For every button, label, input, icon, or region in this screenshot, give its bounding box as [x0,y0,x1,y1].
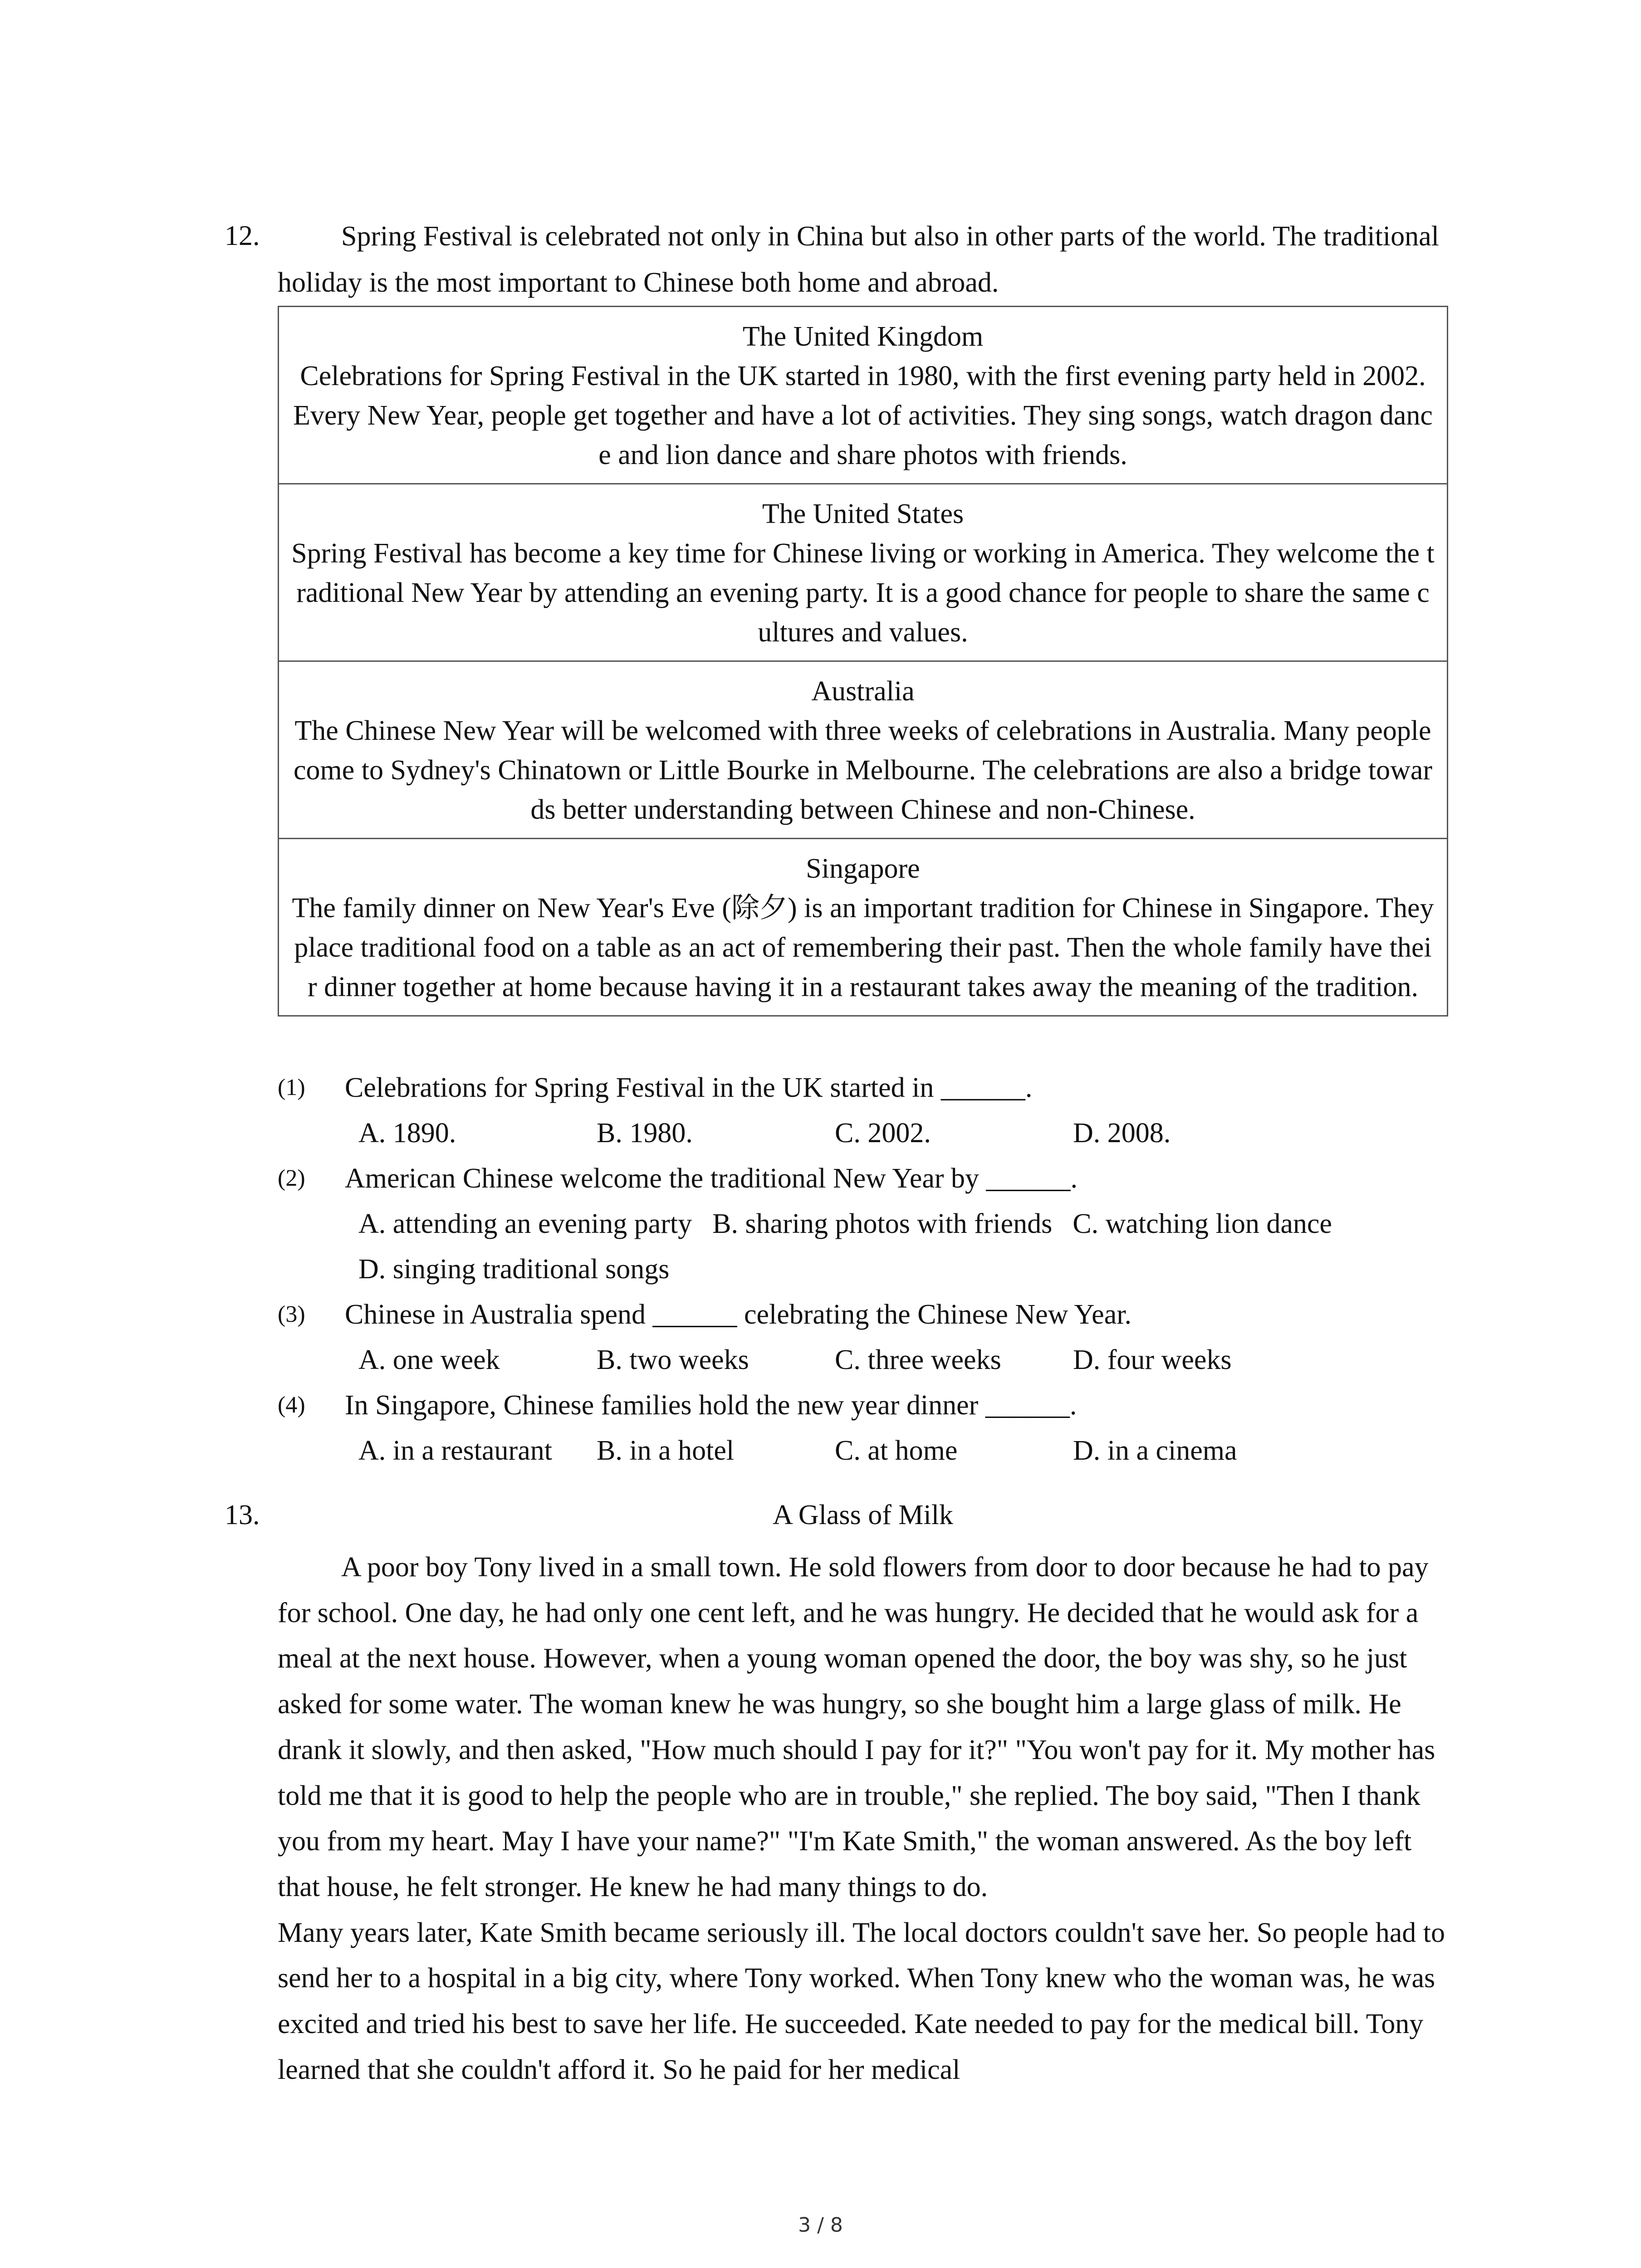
sub-question-number: (2) [278,1165,305,1191]
option-b[interactable]: B. two weeks [597,1344,749,1375]
options-3 [358,1337,1311,1383]
sub-question-stem: Chinese in Australia spend ______ celebrating the Chinese New Year. [345,1299,1132,1330]
sub-question-number: (1) [278,1075,305,1100]
row-text: The family dinner on New Year's Eve (除夕) is an important tradition for Chinese in Singapore. They place traditional food on a table as an act of remembering their past. Then the whole family have their dinner together at home because having it in a restaurant takes away the meaning of the tradition. [292,893,1434,1002]
options-1 [358,1110,1311,1156]
table-row-us [279,483,1447,660]
story-paragraph-2: Many years later, Kate Smith became seriously ill. The local doctors couldn't save her. So people had to send her to a hospital in a big city, where Tony worked. When Tony knew who the woman was, he was excited and tried his best to save her life. He succeeded. Kate needed to pay for the medical bill. Tony learned that she couldn't afford it. So he paid for her medical [278,1917,1445,2085]
festival-table [278,306,1448,1017]
option-d[interactable]: D. four weeks [1073,1344,1232,1375]
option-b[interactable]: B. in a hotel [597,1435,735,1466]
question-12-intro: Spring Festival is celebrated not only in China but also in other parts of the world. The traditional holiday is the most important to Chinese both home and abroad. [278,221,1439,298]
question-13-number: 13. [225,1500,260,1530]
question-12-number: 12. [225,220,260,251]
row-text: Spring Festival has become a key time for Chinese living or working in America. They welcome the traditional New Year by attending an evening party. It is a good chance for people to share the same cultures and values. [291,538,1435,648]
sub-question-stem: American Chinese welcome the traditional New Year by ______. [345,1163,1078,1194]
row-title: Australia [811,676,915,707]
story-paragraph-1: A poor boy Tony lived in a small town. He sold flowers from door to door because he had to pay for school. One day, he had only one cent left, and he was hungry. He decided that he would ask for a meal at the next house. However, when a young woman opened the door, the boy was shy, so he just asked for some water. The woman knew he was hungry, so she bought him a large glass of milk. He drank it slowly, and then asked, "How much should I pay for it?" "You won't pay for it. My mother has told me that it is good to help the people who are in trouble," she replied. The boy said, "Then I thank you from my heart. May I have your name?" "I'm Kate Smith," the woman answered. As the boy left that house, he felt stronger. He knew he had many things to do. [278,1552,1435,1902]
sub-question-number: (4) [278,1392,305,1418]
option-b[interactable]: B. sharing photos with friends [712,1208,1053,1239]
table-row-uk [279,307,1447,483]
option-d[interactable]: D. singing traditional songs [358,1254,670,1285]
row-title: The United States [762,499,964,529]
option-c[interactable]: C. 2002. [835,1118,931,1149]
sub-question-number: (3) [278,1301,305,1327]
options-2 [358,1201,1332,1246]
option-c[interactable]: C. three weeks [835,1344,1001,1375]
row-title: Singapore [806,853,920,884]
story-title: A Glass of Milk [773,1500,953,1530]
story-text [278,1545,1457,2092]
option-a[interactable]: A. 1890. [358,1118,456,1149]
option-d[interactable]: D. 2008. [1073,1118,1171,1149]
options-4 [358,1428,1311,1473]
row-text: Celebrations for Spring Festival in the UK started in 1980, with the first evening party held in 2002. Every New Year, people get together and have a lot of activities. They sing songs, watch dragon dance and lion dance and share photos with friends. [293,361,1433,470]
option-d[interactable]: D. in a cinema [1073,1435,1237,1466]
option-a[interactable]: A. attending an evening party [358,1208,692,1239]
option-b[interactable]: B. 1980. [597,1118,693,1149]
page-number: 3 / 8 [798,2214,843,2237]
option-c[interactable]: C. watching lion dance [1073,1208,1332,1239]
row-title: The United Kingdom [742,321,984,352]
table-row-australia [279,660,1447,838]
sub-question-stem: Celebrations for Spring Festival in the UK started in ______. [345,1072,1033,1103]
sub-question-stem: In Singapore, Chinese families hold the new year dinner ______. [345,1390,1077,1421]
row-text: The Chinese New Year will be welcomed with three weeks of celebrations in Australia. Many people come to Sydney's Chinatown or Little Bourke in Melbourne. The celebrations are also a bridge towards better understanding between Chinese and non-Chinese. [293,715,1433,825]
table-row-singapore [279,838,1447,1015]
option-c[interactable]: C. at home [835,1435,958,1466]
option-a[interactable]: A. one week [358,1344,500,1375]
options-2-cont [358,1246,669,1292]
option-a[interactable]: A. in a restaurant [358,1435,552,1466]
